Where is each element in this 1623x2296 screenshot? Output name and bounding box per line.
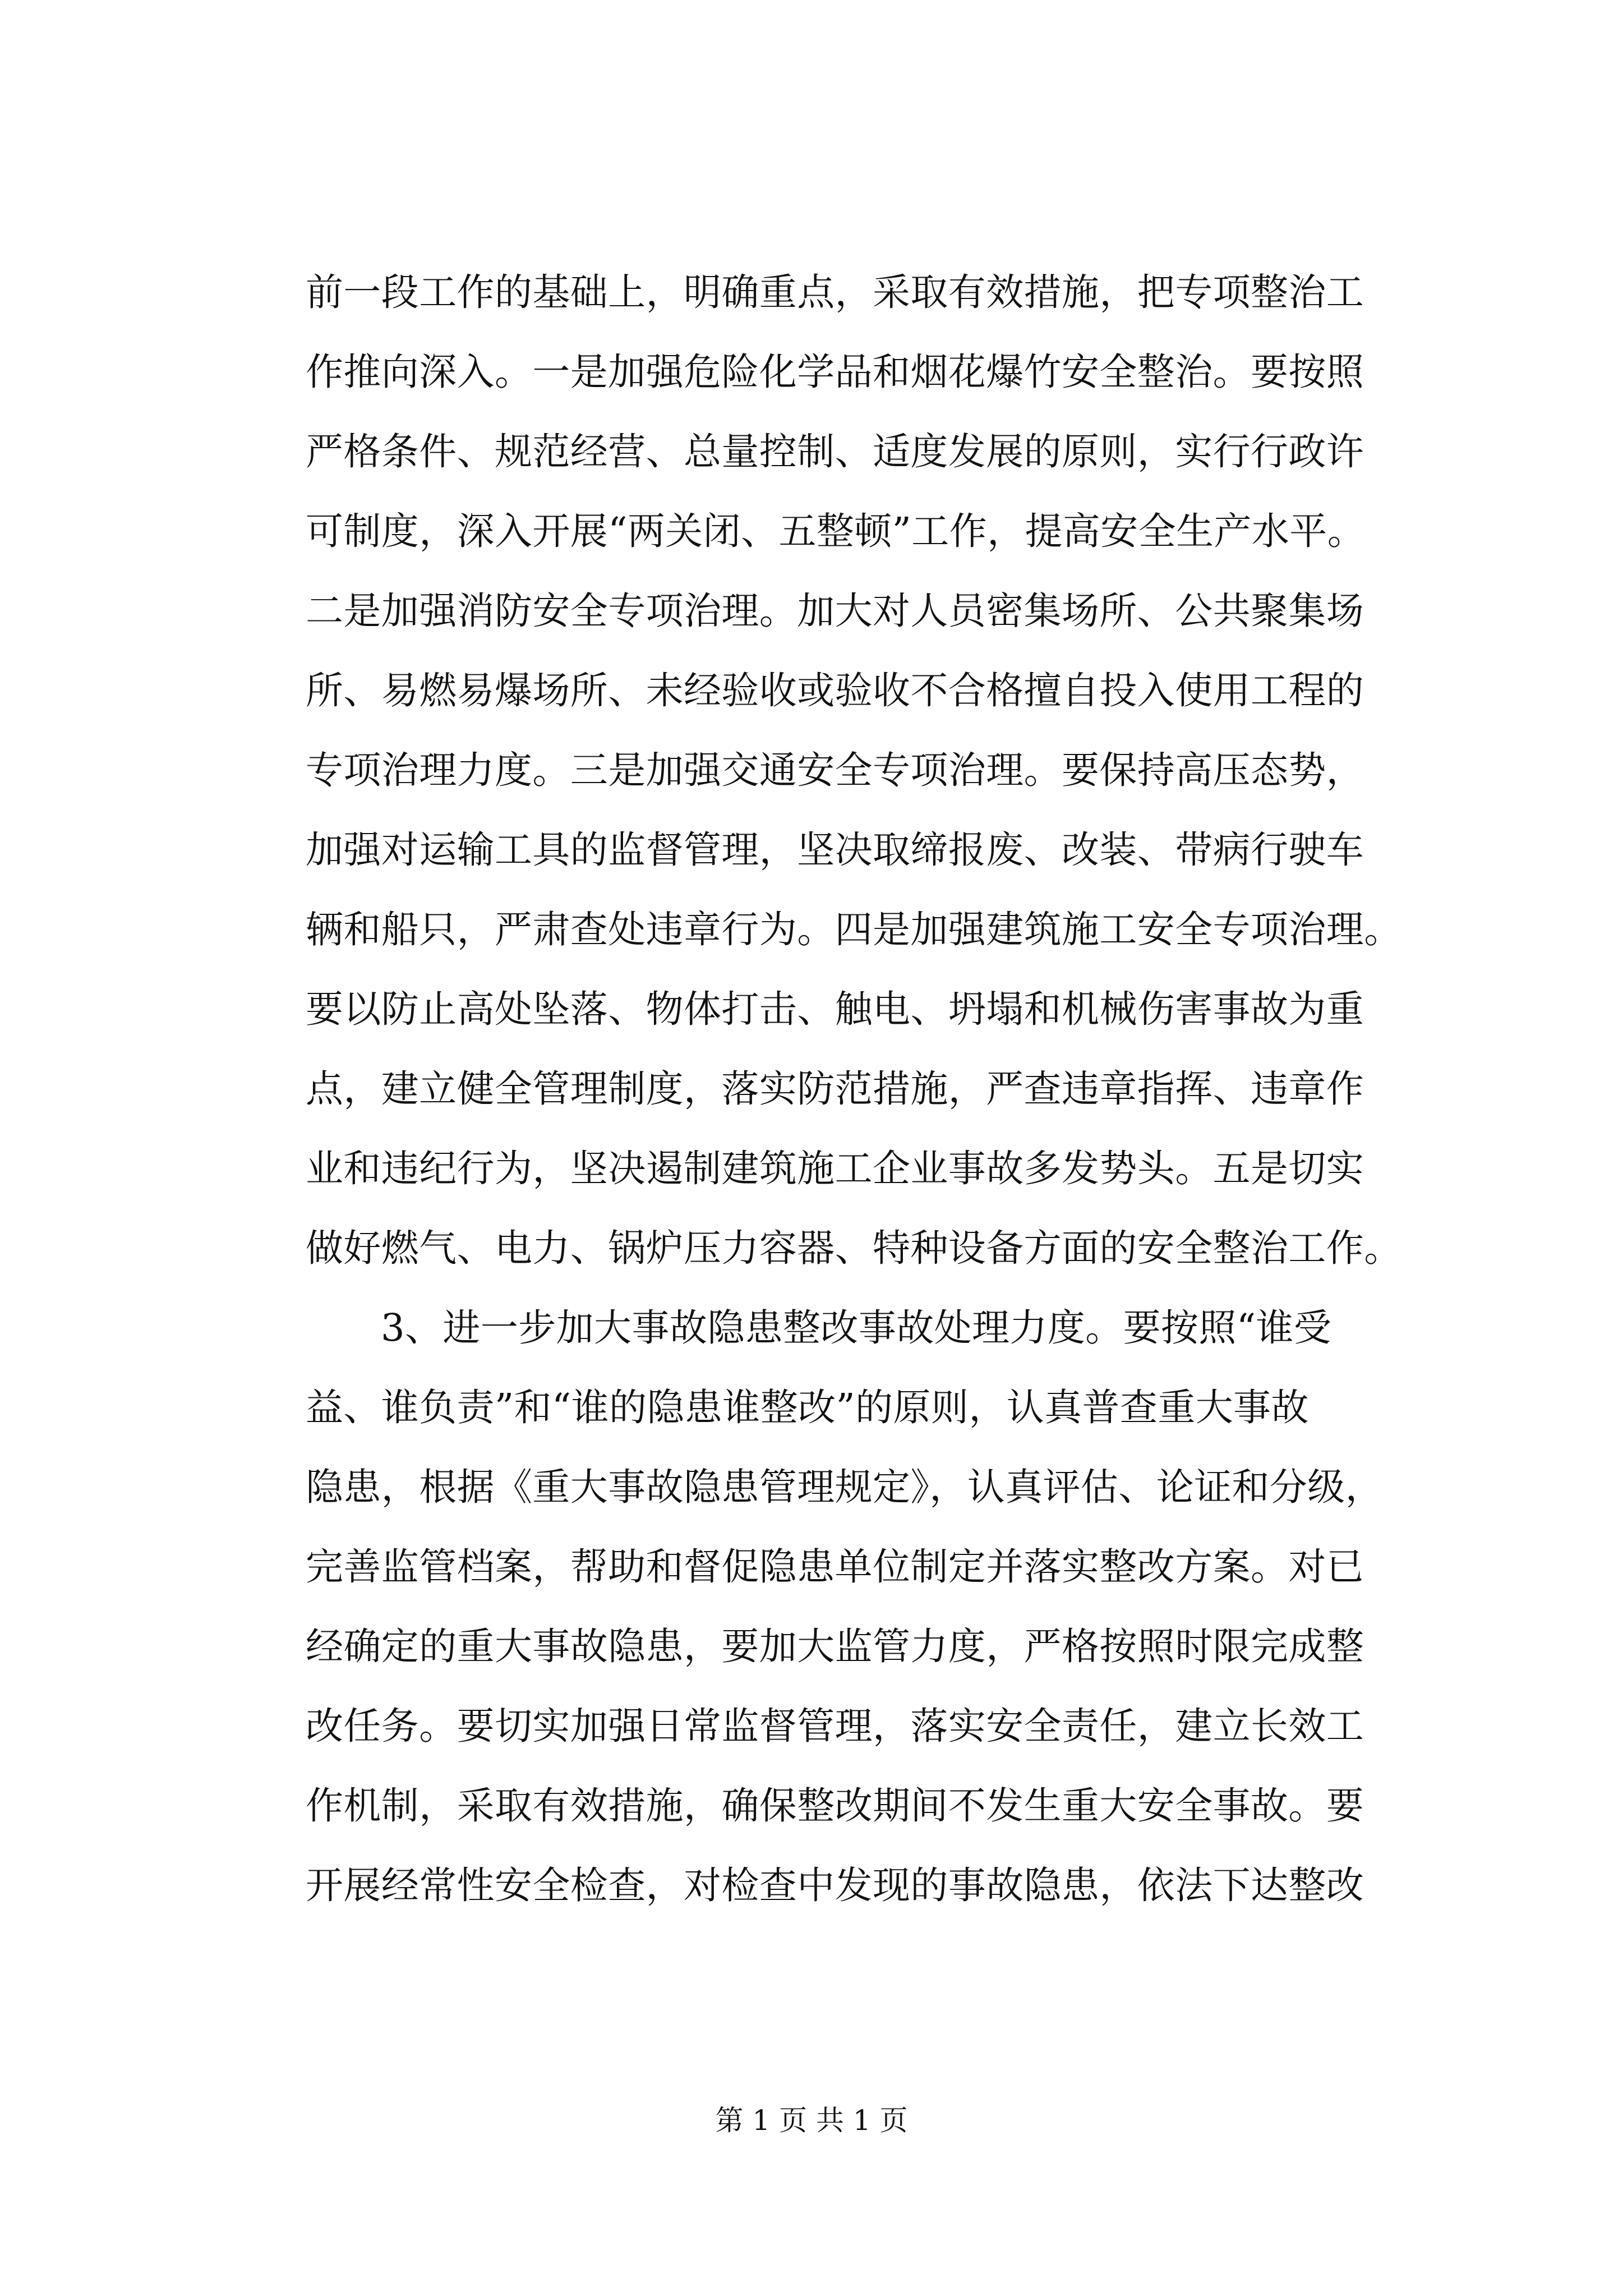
page-number-label: 第 1 页 共 1 页 <box>715 2104 908 2137</box>
text-line: 所、易燃易爆场所、未经验收或验收不合格擅自投入使用工程的 <box>306 669 1364 712</box>
text-line: 要以防止高处坠落、物体打击、触电、坍塌和机械伤害事故为重 <box>306 987 1364 1031</box>
text-line: 加强对运输工具的监督管理，坚决取缔报废、改装、带病行驶车 <box>306 828 1364 872</box>
text-line: 业和违纪行为，坚决遏制建筑施工企业事故多发势头。五是切实 <box>306 1147 1364 1190</box>
text-line: 作推向深入。一是加强危险化学品和烟花爆竹安全整治。要按照 <box>306 350 1364 394</box>
text-line: 可制度，深入开展“两关闭、五整顿”工作，提高安全生产水平。 <box>306 509 1366 553</box>
text-line: 作机制，采取有效措施，确保整改期间不发生重大安全事故。要 <box>306 1784 1364 1828</box>
text-line: 点，建立健全管理制度，落实防范措施，严查违章指挥、违章作 <box>306 1067 1364 1111</box>
text-line: 改任务。要切实加强日常监督管理，落实安全责任，建立长效工 <box>306 1704 1364 1748</box>
text-line: 辆和船只，严肃查处违章行为。四是加强建筑施工安全专项治理。 <box>306 908 1402 951</box>
text-line: 前一段工作的基础上，明确重点，采取有效措施，把专项整治工 <box>306 270 1364 314</box>
text-line: 完善监管档案，帮助和督促隐患单位制定并落实整改方案。对已 <box>306 1545 1364 1589</box>
body-text <box>306 252 1410 1925</box>
text-line: 隐患，根据《重大事故隐患管理规定》，认真评估、论证和分级， <box>306 1465 1384 1509</box>
text-line: 二是加强消防安全专项治理。加大对人员密集场所、公共聚集场 <box>306 589 1364 633</box>
text-line: 严格条件、规范经营、总量控制、适度发展的原则，实行行政许 <box>306 430 1364 473</box>
text-line: 益、谁负责”和“谁的隐患谁整改”的原则，认真普查重大事故 <box>306 1386 1309 1429</box>
text-line: 开展经常性安全检查，对检查中发现的事故隐患，依法下达整改 <box>306 1864 1364 1907</box>
text-line: 做好燃气、电力、锅炉压力容器、特种设备方面的安全整治工作。 <box>306 1226 1402 1270</box>
page-footer <box>0 2101 1623 2140</box>
text-line: 专项治理力度。三是加强交通安全专项治理。要保持高压态势， <box>306 748 1364 792</box>
paragraph-first-line: 3、进一步加大事故隐患整改事故处理力度。要按照“谁受 <box>381 1306 1332 1350</box>
text-line: 经确定的重大事故隐患，要加大监管力度，严格按照时限完成整 <box>306 1625 1364 1668</box>
